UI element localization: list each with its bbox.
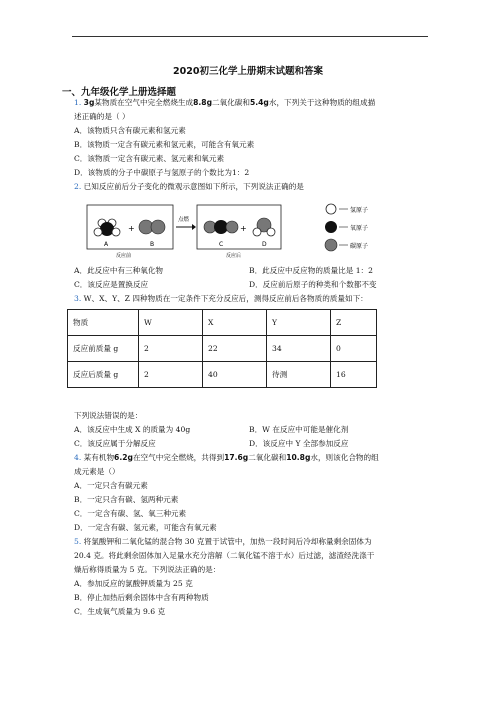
q1-stem: 1. 3g某物质在空气中完全燃烧生成8.8g二氧化碳和5.4g水，下列关于这种物质的组成描 <box>74 98 376 107</box>
table-header-row <box>68 310 377 336</box>
label-a: A <box>104 241 109 248</box>
table-cell: 40 <box>203 362 267 388</box>
q1-number: 1. <box>74 98 82 107</box>
label-b: B <box>150 241 155 248</box>
q2-option-a: A．此反应中有三种氧化物 <box>74 266 164 275</box>
q3-number: 3. <box>74 294 82 303</box>
hydrogen-atom <box>253 228 261 236</box>
legend-hydrogen: 氢原子 <box>350 207 369 214</box>
q1-option-d: D．该物质的分子中碳原子与氢原子的个数比为1：2 <box>74 168 250 177</box>
q4-stem: 4. 某有机物6.2g在空气中完全燃烧，共得到17.6g二氧化碳和10.8g水，则该化合物的组 <box>74 453 379 462</box>
q4-option-c: C．一定含有碳、氢、氧三种元素 <box>74 509 187 518</box>
oxygen-atom <box>226 221 238 233</box>
q1-option-a: A．该物质只含有碳元素和氢元素 <box>74 126 186 135</box>
q2-option-c: C．该反应是置换反应 <box>74 280 149 289</box>
q3-option-d: D．该反应中 Y 全部参加反应 <box>249 439 349 448</box>
q2-option-b: B．此反应中反应物的质量比是 1：2 <box>249 266 373 275</box>
table-row <box>68 362 377 388</box>
arrow-head <box>192 224 196 230</box>
q3-stem: 3. W、X、Y、Z 四种物质在一定条件下充分反应后，测得反应前后各物质的质量如下： <box>74 294 368 303</box>
label-c: C <box>219 241 224 248</box>
legend-oxygen-symbol <box>325 221 337 233</box>
table-cell: 反应前质量 g <box>68 336 139 362</box>
table-cell: 2 <box>139 362 203 388</box>
table-header-cell: X <box>203 310 267 336</box>
table-cell: 待测 <box>267 362 331 388</box>
mass-table <box>67 309 377 388</box>
q5-number: 5. <box>74 537 82 546</box>
legend-carbon: 碳原子 <box>350 243 369 250</box>
plus-sign-2: + <box>240 224 247 233</box>
q5-option-b: B．停止加热后剩余固体中含有两种物质 <box>74 593 209 602</box>
q4-number: 4. <box>74 453 82 462</box>
q4-option-b: B．一定只含有碳、氢两种元素 <box>74 495 179 504</box>
header-rule <box>72 36 428 37</box>
table-cell: 0 <box>331 336 377 362</box>
oxygen-atom <box>151 220 165 234</box>
page-title: 2020初三化学上册期末试题和答案 <box>173 66 323 77</box>
q5-stem: 5. 将氯酸钾和二氧化锰的混合物 30 克置于试管中，加热一段时间后冷却称量剩余固体为 <box>74 537 372 546</box>
q5-option-c: C．生成氧气质量为 9.6 克 <box>74 607 166 616</box>
q3-after-stem: 下列说法错误的是： <box>74 411 143 420</box>
label-after: 反应后 <box>226 253 242 259</box>
legend-oxygen: 氧原子 <box>350 225 369 232</box>
hydrogen-atom <box>112 228 120 236</box>
table-header-cell: Z <box>331 310 377 336</box>
carbon-atom <box>100 222 114 236</box>
hydrogen-atom <box>267 228 275 236</box>
label-before: 反应前 <box>116 253 132 259</box>
table-header-cell: Y <box>267 310 331 336</box>
table-header-cell: 物质 <box>68 310 139 336</box>
q4-stem-line2: 成元素是（） <box>74 467 120 476</box>
table-cell: 22 <box>203 336 267 362</box>
q1-stem-line2: 述正确的是（ ） <box>74 112 130 121</box>
q5-option-a: A．参加反应的氯酸钾质量为 25 克 <box>74 579 193 588</box>
legend-hydrogen-symbol <box>326 204 336 214</box>
section-heading: 一、九年级化学上册选择题 <box>62 87 177 98</box>
plus-sign-1: + <box>128 224 135 233</box>
q4-option-d: D．一定含有碳、氢元素，可能含有氧元素 <box>74 523 217 532</box>
q1-option-c: C．该物质一定含有碳元素、氢元素和氧元素 <box>74 154 225 163</box>
q3-option-a: A．该反应中生成 X 的质量为 40g <box>74 425 191 434</box>
q5-stem-line2: 20.4 克。将此剩余固体加入足量水充分溶解（二氧化锰不溶于水）后过滤，滤渣经洗涤干 <box>74 551 375 560</box>
legend-carbon-symbol <box>325 239 337 251</box>
reaction-condition: 点燃 <box>178 217 190 223</box>
hydrogen-atom <box>94 228 102 236</box>
table-cell: 反应后质量 g <box>68 362 139 388</box>
q1-option-b: B．该物质一定含有碳元素和氢元素，可能含有氧元素 <box>74 140 255 149</box>
q3-option-b: B．W 在反应中可能是催化剂 <box>249 425 349 434</box>
molecule-reaction-diagram <box>86 201 386 261</box>
table-cell: 2 <box>139 336 203 362</box>
q3-option-c: C．该反应属于分解反应 <box>74 439 156 448</box>
table-cell: 34 <box>267 336 331 362</box>
table-header-cell: W <box>139 310 203 336</box>
q2-stem: 2. 已知反应前后分子变化的微观示意图如下所示，下列说法正确的是 <box>74 182 304 191</box>
q2-number: 2. <box>74 182 82 191</box>
q4-option-a: A．一定只含有碳元素 <box>74 481 148 490</box>
q5-stem-line3: 燥后称得质量为 5 克。下列说法正确的是： <box>74 565 221 574</box>
table-row <box>68 336 377 362</box>
table-cell: 16 <box>331 362 377 388</box>
label-d: D <box>262 241 267 248</box>
q2-option-d: D．反应前后原子的种类和个数都不变 <box>249 280 377 289</box>
